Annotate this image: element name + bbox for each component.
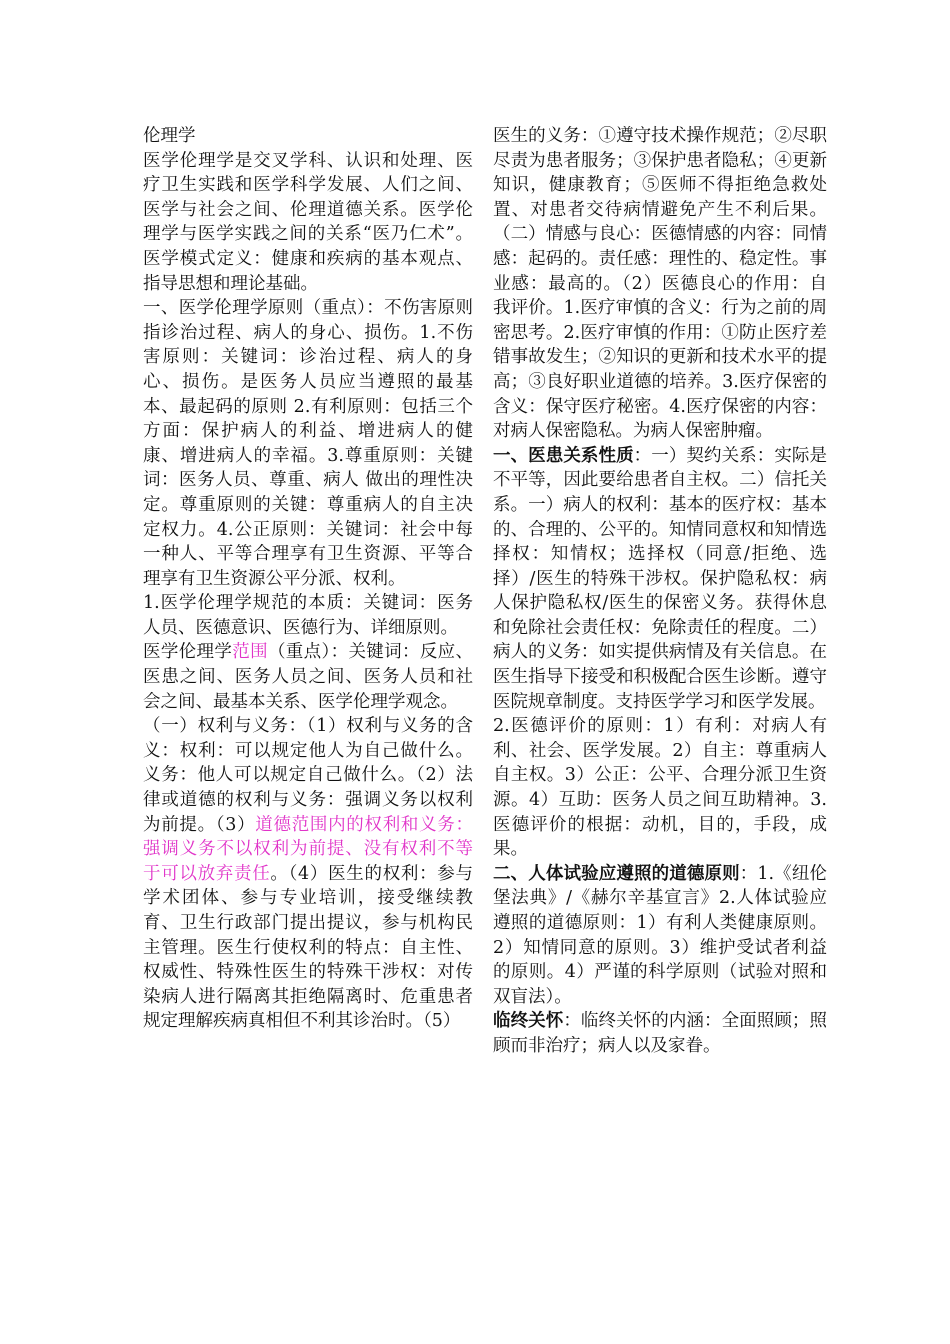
experiment-body: ：1.《纽伦堡法典》/《赫尔辛基宣言》2.人体试验应遵照的道德原则：1）有利人类健康原则。2）知情同意的原则。3）维护受试者利益的原则。4）严谨的科学原则（试验对照和双盲法）。 — [493, 863, 828, 1007]
left-column — [143, 124, 473, 1034]
evaluation-paragraph: 2.医德评价的原则：1）有利：对病人有利、社会、医学发展。2）自主：尊重病人自主权。3）公正：公平、合理分派卫生资源。4）互助：医务人员之间互助精神。3.医德评价的根据：动机，目的，手段，成果。 — [493, 716, 827, 860]
rights-highlight: 道德范围内的权利和义务：强调义务不以权利为前提、没有权利不等于可以放弃责任 — [143, 814, 474, 884]
hospice-paragraph — [493, 1009, 827, 1058]
hospice-heading: 临终关怀 — [493, 1011, 564, 1032]
relation-body: ：一）契约关系：实际是不平等，因此要给患者自主权。二）信托关系。一）病人的权利：基本的医疗权：基本的、合理的、公平的。知情同意权和知情选择权：知情权；选择权（同意/拒绝、选择）/医生的特殊干涉权。保护隐私权：病人保护隐私权/医生的保密义务。获得休息和免除社会责任权：免除责任的程度。二）病人的义务：如实提供病情及有关信息。在医生指导下接受和积极配合医生诊断。遵守医院规章制度。支持医学学习和医学发展。 — [493, 445, 828, 712]
experiment-heading: 二、人体试验应遵照的道德原则 — [493, 863, 740, 884]
scope-highlight: 范围 — [232, 642, 268, 663]
relation-heading: 一、医患关系性质 — [493, 445, 634, 466]
hospice-body: ：临终关怀的内涵：全面照顾；照顾而非治疗；病人以及家眷。 — [493, 1011, 828, 1056]
rights-part1: （一）权利与义务：（1）权利与义务的含义：权利：可以规定他人为自己做什么。义务：他人可以规定自己做什么。（2）法律或道德的权利与义务：强调义务以权利为前提。（3） — [143, 716, 473, 835]
document-title: 伦理学 — [143, 126, 196, 146]
intro-paragraph: 医学伦理学是交叉学科、认识和处理、医疗卫生实践和医学科学发展、人们之间、医学与社会之间、伦理道德关系。医学伦理学与医学实践之间的关系“医乃仁术”。医学模式定义：健康和疾病的基本观点、指导思想和理论基础。 — [143, 150, 473, 294]
principles-paragraph: 一、医学伦理学原则（重点）：不伤害原则指诊治过程、病人的身心、损伤。1.不伤害原则：关键词：诊治过程、病人的身心、损伤。是医务人员应当遵照的最基本、最起码的原则 2.有利原则：包括三个方面：保护病人的利益、增进病人的健康、增进病人的幸福。3.尊重原则：关键词：医务人员、尊重、病人 做出的理性决定。尊重原则的关键：尊重病人的自主决定权力。4.公正原则：关键词：社会中每一种人、平等合理享有卫生资源、平等合理享有卫生资源公平分派、权利。 — [143, 298, 473, 589]
norms-paragraph: 1.医学伦理学规范的本质：关键词：医务人员、医德意识、医德行为、详细原则。 — [143, 593, 473, 638]
scope-rest: （重点）：关键词：反应、医患之间、医务人员之间、医务人员和社会之间、最基本关系、医学伦理学观念。 — [143, 642, 474, 712]
relation-paragraph — [493, 444, 827, 715]
scope-paragraph — [143, 640, 473, 714]
rights-paragraph — [143, 714, 473, 1034]
experiment-paragraph — [493, 862, 827, 1010]
duties-paragraph: 医生的义务：①遵守技术操作规范；②尽职尽责为患者服务；③保护患者隐私；④更新知识，健康教育；⑤医师不得拒绝急救处置、对患者交待病情避免产生不利后果。（二）情感与良心：医德情感的内容：同情感：起码的。责任感：理性的、稳定性。事业感：最高的。（2）医德良心的作用：自我评价。1.医疗审慎的含义：行为之前的周密思考。2.医疗审慎的作用：①防止医疗差错事故发生；②知识的更新和技术水平的提高；③良好职业道德的培养。3.医疗保密的含义：保守医疗秘密。4.医疗保密的内容：对病人保密隐私。为病人保密肿瘤。 — [493, 126, 827, 442]
scope-prefix: 医学伦理学 — [143, 642, 233, 663]
rights-part2: 。（4）医生的权利：参与学术团体、参与专业培训，接受继续教育、卫生行政部门提出提议，参与机构民主管理。医生行使权利的特点：自主性、权威性、特殊性医生的特殊干涉权：对传染病人进行隔离其拒绝隔离时、危重患者规定理解疾病真相但不利其诊治时。（5） — [143, 863, 473, 1032]
right-column — [493, 124, 827, 1059]
